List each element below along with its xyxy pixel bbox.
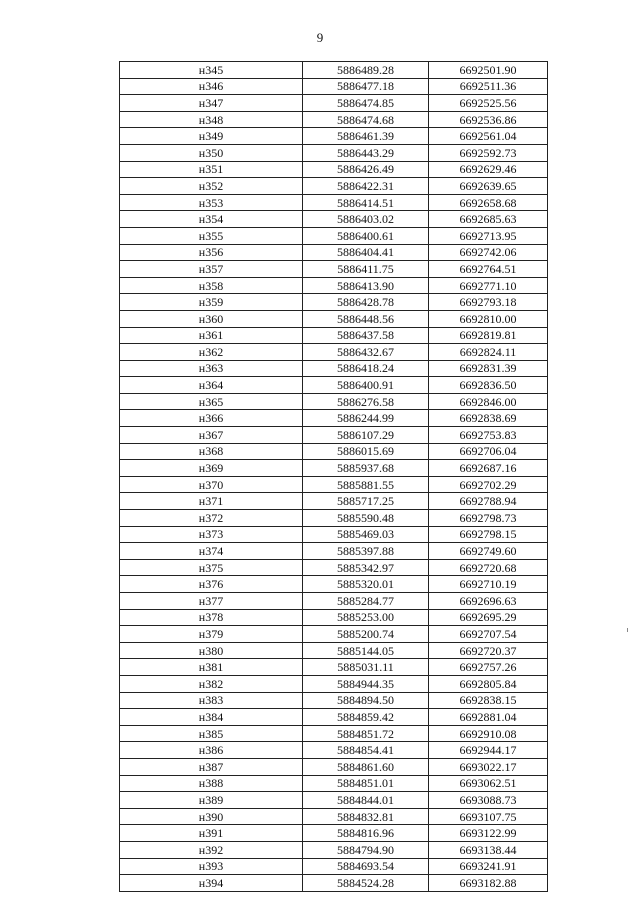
x-coordinate-cell: 5884944.35 (303, 675, 429, 692)
x-coordinate-cell: 5886461.39 (303, 128, 429, 145)
x-coordinate-cell: 5886107.29 (303, 427, 429, 444)
y-coordinate-cell: 6692793.18 (429, 294, 548, 311)
point-id-cell: н366 (120, 410, 303, 427)
coordinates-table-body (120, 62, 548, 892)
point-id-cell: н369 (120, 460, 303, 477)
table-row (120, 344, 548, 361)
table-row (120, 460, 548, 477)
point-id-cell: н367 (120, 427, 303, 444)
y-coordinate-cell: 6692629.46 (429, 161, 548, 178)
y-coordinate-cell: 6692720.37 (429, 642, 548, 659)
table-row (120, 294, 548, 311)
y-coordinate-cell: 6692639.65 (429, 178, 548, 195)
point-id-cell: н374 (120, 543, 303, 560)
table-row (120, 792, 548, 809)
x-coordinate-cell: 5884693.54 (303, 858, 429, 875)
y-coordinate-cell: 6692771.10 (429, 277, 548, 294)
table-row (120, 244, 548, 261)
x-coordinate-cell: 5886418.24 (303, 360, 429, 377)
y-coordinate-cell: 6692685.63 (429, 211, 548, 228)
table-row (120, 144, 548, 161)
x-coordinate-cell: 5886400.61 (303, 227, 429, 244)
x-coordinate-cell: 5884524.28 (303, 875, 429, 892)
x-coordinate-cell: 5886276.58 (303, 393, 429, 410)
table-row (120, 841, 548, 858)
table-row (120, 261, 548, 278)
point-id-cell: н390 (120, 808, 303, 825)
page-number: 9 (316, 30, 324, 45)
point-id-cell: н350 (120, 144, 303, 161)
x-coordinate-cell: 5885937.68 (303, 460, 429, 477)
point-id-cell: н373 (120, 526, 303, 543)
point-id-cell: н370 (120, 476, 303, 493)
point-id-cell: н382 (120, 675, 303, 692)
table-row (120, 194, 548, 211)
x-coordinate-cell: 5884861.60 (303, 758, 429, 775)
table-row (120, 211, 548, 228)
point-id-cell: н354 (120, 211, 303, 228)
y-coordinate-cell: 6692910.08 (429, 725, 548, 742)
point-id-cell: н380 (120, 642, 303, 659)
x-coordinate-cell: 5886403.02 (303, 211, 429, 228)
point-id-cell: н385 (120, 725, 303, 742)
table-row (120, 576, 548, 593)
point-id-cell: н393 (120, 858, 303, 875)
table-row (120, 510, 548, 527)
y-coordinate-cell: 6693088.73 (429, 792, 548, 809)
table-row (120, 692, 548, 709)
table-row (120, 78, 548, 95)
x-coordinate-cell: 5886422.31 (303, 178, 429, 195)
table-row (120, 393, 548, 410)
table-row (120, 227, 548, 244)
y-coordinate-cell: 6693182.88 (429, 875, 548, 892)
table-row (120, 659, 548, 676)
x-coordinate-cell: 5884859.42 (303, 709, 429, 726)
point-id-cell: н392 (120, 841, 303, 858)
y-coordinate-cell: 6692561.04 (429, 128, 548, 145)
y-coordinate-cell: 6693107.75 (429, 808, 548, 825)
point-id-cell: н364 (120, 377, 303, 394)
table-row (120, 543, 548, 560)
point-id-cell: н388 (120, 775, 303, 792)
y-coordinate-cell: 6692824.11 (429, 344, 548, 361)
table-row (120, 377, 548, 394)
x-coordinate-cell: 5884844.01 (303, 792, 429, 809)
point-id-cell: н352 (120, 178, 303, 195)
x-coordinate-cell: 5885397.88 (303, 543, 429, 560)
point-id-cell: н363 (120, 360, 303, 377)
table-row (120, 95, 548, 112)
table-row (120, 593, 548, 610)
point-id-cell: н351 (120, 161, 303, 178)
y-coordinate-cell: 6692810.00 (429, 310, 548, 327)
point-id-cell: н355 (120, 227, 303, 244)
scan-mark (627, 628, 628, 632)
y-coordinate-cell: 6693241.91 (429, 858, 548, 875)
x-coordinate-cell: 5886413.90 (303, 277, 429, 294)
table-row (120, 178, 548, 195)
x-coordinate-cell: 5886432.67 (303, 344, 429, 361)
table-row (120, 675, 548, 692)
x-coordinate-cell: 5884854.41 (303, 742, 429, 759)
x-coordinate-cell: 5885320.01 (303, 576, 429, 593)
point-id-cell: н379 (120, 626, 303, 643)
x-coordinate-cell: 5885881.55 (303, 476, 429, 493)
x-coordinate-cell: 5885253.00 (303, 609, 429, 626)
x-coordinate-cell: 5885031.11 (303, 659, 429, 676)
point-id-cell: н387 (120, 758, 303, 775)
table-row (120, 327, 548, 344)
x-coordinate-cell: 5886477.18 (303, 78, 429, 95)
point-id-cell: н347 (120, 95, 303, 112)
y-coordinate-cell: 6692838.69 (429, 410, 548, 427)
x-coordinate-cell: 5886448.56 (303, 310, 429, 327)
x-coordinate-cell: 5884851.72 (303, 725, 429, 742)
point-id-cell: н386 (120, 742, 303, 759)
y-coordinate-cell: 6692944.17 (429, 742, 548, 759)
table-row (120, 609, 548, 626)
y-coordinate-cell: 6692706.04 (429, 443, 548, 460)
table-row (120, 161, 548, 178)
x-coordinate-cell: 5885469.03 (303, 526, 429, 543)
y-coordinate-cell: 6692501.90 (429, 62, 548, 79)
table-row (120, 559, 548, 576)
table-row (120, 775, 548, 792)
x-coordinate-cell: 5886426.49 (303, 161, 429, 178)
y-coordinate-cell: 6692720.68 (429, 559, 548, 576)
table-row (120, 742, 548, 759)
point-id-cell: н361 (120, 327, 303, 344)
table-row (120, 725, 548, 742)
y-coordinate-cell: 6692788.94 (429, 493, 548, 510)
y-coordinate-cell: 6692536.86 (429, 111, 548, 128)
x-coordinate-cell: 5885200.74 (303, 626, 429, 643)
point-id-cell: н391 (120, 825, 303, 842)
y-coordinate-cell: 6692742.06 (429, 244, 548, 261)
x-coordinate-cell: 5886474.85 (303, 95, 429, 112)
table-row (120, 410, 548, 427)
table-row (120, 493, 548, 510)
point-id-cell: н372 (120, 510, 303, 527)
table-row (120, 709, 548, 726)
table-row (120, 476, 548, 493)
point-id-cell: н359 (120, 294, 303, 311)
y-coordinate-cell: 6692805.84 (429, 675, 548, 692)
point-id-cell: н394 (120, 875, 303, 892)
coordinates-table (119, 61, 548, 892)
point-id-cell: н349 (120, 128, 303, 145)
y-coordinate-cell: 6692881.04 (429, 709, 548, 726)
x-coordinate-cell: 5886015.69 (303, 443, 429, 460)
table-row (120, 825, 548, 842)
table-row (120, 626, 548, 643)
table-row (120, 310, 548, 327)
x-coordinate-cell: 5885717.25 (303, 493, 429, 510)
x-coordinate-cell: 5884832.81 (303, 808, 429, 825)
y-coordinate-cell: 6693138.44 (429, 841, 548, 858)
table-row (120, 758, 548, 775)
point-id-cell: н384 (120, 709, 303, 726)
point-id-cell: н358 (120, 277, 303, 294)
table-row (120, 642, 548, 659)
point-id-cell: н378 (120, 609, 303, 626)
point-id-cell: н357 (120, 261, 303, 278)
x-coordinate-cell: 5884794.90 (303, 841, 429, 858)
point-id-cell: н381 (120, 659, 303, 676)
x-coordinate-cell: 5885284.77 (303, 593, 429, 610)
x-coordinate-cell: 5885590.48 (303, 510, 429, 527)
y-coordinate-cell: 6692658.68 (429, 194, 548, 211)
y-coordinate-cell: 6693122.99 (429, 825, 548, 842)
table-row (120, 111, 548, 128)
point-id-cell: н389 (120, 792, 303, 809)
x-coordinate-cell: 5886428.78 (303, 294, 429, 311)
x-coordinate-cell: 5884816.96 (303, 825, 429, 842)
y-coordinate-cell: 6692687.16 (429, 460, 548, 477)
x-coordinate-cell: 5886489.28 (303, 62, 429, 79)
point-id-cell: н365 (120, 393, 303, 410)
table-row (120, 277, 548, 294)
y-coordinate-cell: 6693022.17 (429, 758, 548, 775)
x-coordinate-cell: 5886400.91 (303, 377, 429, 394)
x-coordinate-cell: 5886437.58 (303, 327, 429, 344)
y-coordinate-cell: 6692757.26 (429, 659, 548, 676)
x-coordinate-cell: 5886474.68 (303, 111, 429, 128)
x-coordinate-cell: 5885342.97 (303, 559, 429, 576)
table-row (120, 808, 548, 825)
point-id-cell: н368 (120, 443, 303, 460)
table-row (120, 427, 548, 444)
point-id-cell: н371 (120, 493, 303, 510)
y-coordinate-cell: 6692836.50 (429, 377, 548, 394)
y-coordinate-cell: 6692838.15 (429, 692, 548, 709)
y-coordinate-cell: 6692798.73 (429, 510, 548, 527)
y-coordinate-cell: 6692798.15 (429, 526, 548, 543)
y-coordinate-cell: 6692525.56 (429, 95, 548, 112)
x-coordinate-cell: 5886244.99 (303, 410, 429, 427)
y-coordinate-cell: 6692696.63 (429, 593, 548, 610)
y-coordinate-cell: 6692713.95 (429, 227, 548, 244)
y-coordinate-cell: 6692511.36 (429, 78, 548, 95)
y-coordinate-cell: 6692764.51 (429, 261, 548, 278)
point-id-cell: н345 (120, 62, 303, 79)
y-coordinate-cell: 6692753.83 (429, 427, 548, 444)
x-coordinate-cell: 5886414.51 (303, 194, 429, 211)
y-coordinate-cell: 6692695.29 (429, 609, 548, 626)
point-id-cell: н356 (120, 244, 303, 261)
table-row (120, 858, 548, 875)
y-coordinate-cell: 6692831.39 (429, 360, 548, 377)
point-id-cell: н360 (120, 310, 303, 327)
point-id-cell: н383 (120, 692, 303, 709)
point-id-cell: н375 (120, 559, 303, 576)
table-row (120, 526, 548, 543)
table-row (120, 62, 548, 79)
y-coordinate-cell: 6692819.81 (429, 327, 548, 344)
x-coordinate-cell: 5886411.75 (303, 261, 429, 278)
table-row (120, 128, 548, 145)
y-coordinate-cell: 6693062.51 (429, 775, 548, 792)
point-id-cell: н362 (120, 344, 303, 361)
point-id-cell: н377 (120, 593, 303, 610)
point-id-cell: н348 (120, 111, 303, 128)
x-coordinate-cell: 5886404.41 (303, 244, 429, 261)
point-id-cell: н353 (120, 194, 303, 211)
y-coordinate-cell: 6692846.00 (429, 393, 548, 410)
table-row (120, 360, 548, 377)
table-row (120, 443, 548, 460)
point-id-cell: н376 (120, 576, 303, 593)
x-coordinate-cell: 5885144.05 (303, 642, 429, 659)
y-coordinate-cell: 6692749.60 (429, 543, 548, 560)
y-coordinate-cell: 6692710.19 (429, 576, 548, 593)
x-coordinate-cell: 5884851.01 (303, 775, 429, 792)
table-row (120, 875, 548, 892)
x-coordinate-cell: 5884894.50 (303, 692, 429, 709)
y-coordinate-cell: 6692702.29 (429, 476, 548, 493)
point-id-cell: н346 (120, 78, 303, 95)
y-coordinate-cell: 6692707.54 (429, 626, 548, 643)
x-coordinate-cell: 5886443.29 (303, 144, 429, 161)
y-coordinate-cell: 6692592.73 (429, 144, 548, 161)
